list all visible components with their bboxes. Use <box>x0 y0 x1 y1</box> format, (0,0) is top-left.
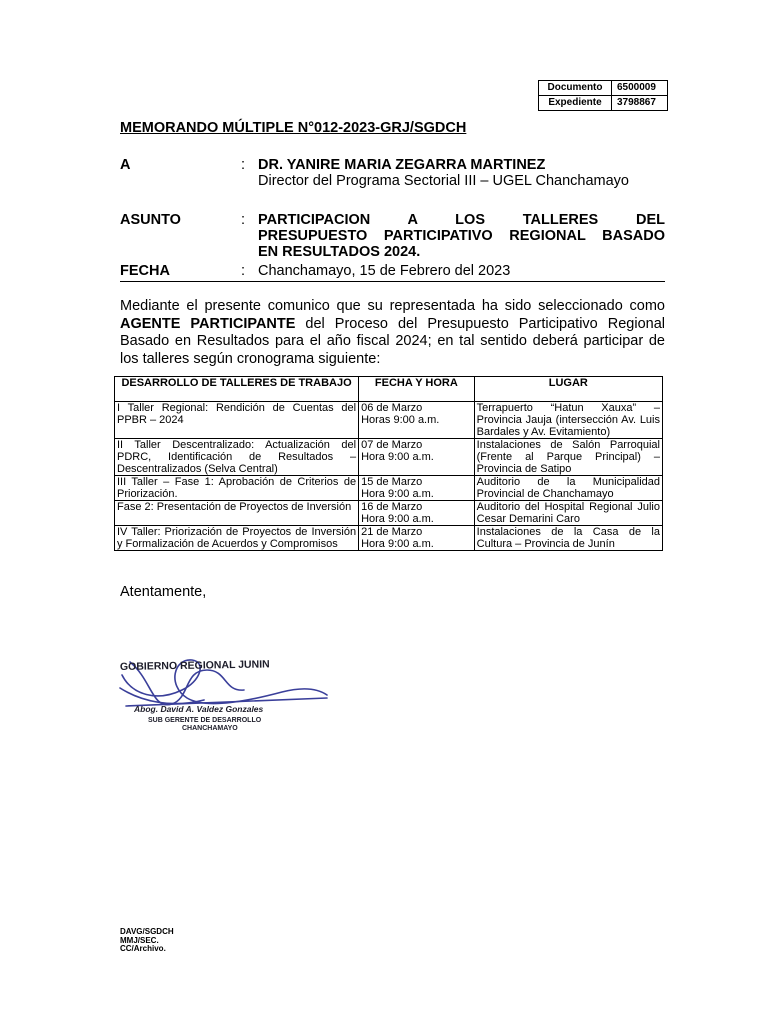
taller-cell: III Taller – Fase 1: Aprobación de Criterios de Priorización. <box>115 476 359 501</box>
fecha-cell <box>359 526 475 551</box>
subject-line: EN RESULTADOS 2024. <box>258 244 421 260</box>
footer-line: MMJ/SEC. <box>120 935 159 945</box>
signature-stamp <box>112 640 337 740</box>
body-rest: del Proceso del Presupuesto Participativo Regional Basado en Resultados para el año fiscal 2024; en tal sentido deberá participar de los talleres según cronograma siguiente: <box>120 315 665 367</box>
fecha-label: FECHA <box>120 263 170 279</box>
lugar-cell: Terrapuerto “Hatun Xauxa” – Provincia Jauja (intersección Av. Luis Bardales y Av. Evitamiento) <box>474 402 662 439</box>
taller-cell: II Taller Descentralizado: Actualización del PDRC, Identificación de Resultados – Descentralizados (Selva Central) <box>115 439 359 476</box>
table-row <box>115 402 663 439</box>
footer-line: CC/Archivo. <box>120 944 166 953</box>
fecha-time: Horas 9:00 a.m. <box>361 414 440 426</box>
expediente-value: 3798867 <box>612 96 668 111</box>
footer-references <box>120 928 174 954</box>
schedule-table <box>114 376 663 551</box>
fecha-cell <box>359 439 475 476</box>
asunto-label: ASUNTO <box>120 212 181 228</box>
subject-line: PARTICIPACION A LOS TALLERES DEL <box>258 212 665 228</box>
date-value: Chanchamayo, 15 de Febrero del 2023 <box>258 263 511 279</box>
recipient-role: Director del Programa Sectorial III – UGEL Chanchamayo <box>258 173 629 189</box>
fecha-time: Hora 9:00 a.m. <box>361 451 434 463</box>
expediente-label: Expediente <box>539 96 612 111</box>
fecha-cell <box>359 476 475 501</box>
table-row <box>115 526 663 551</box>
lugar-cell: Auditorio de la Municipalidad Provincial de Chanchamayo <box>474 476 662 501</box>
table-row <box>115 476 663 501</box>
recipient-name: DR. YANIRE MARIA ZEGARRA MARTINEZ <box>258 157 546 173</box>
fecha-date: 16 de Marzo <box>361 501 423 513</box>
fecha-time: Hora 9:00 a.m. <box>361 513 434 525</box>
fecha-time: Hora 9:00 a.m. <box>361 488 434 500</box>
fecha-date: 07 de Marzo <box>361 439 423 451</box>
footer-line: DAVG/SGDCH <box>120 927 174 936</box>
documento-value: 6500009 <box>612 81 668 96</box>
taller-cell: IV Taller: Priorización de Proyectos de Inversión y Formalización de Acuerdos y Compromisos <box>115 526 359 551</box>
a-colon: : <box>241 157 246 173</box>
table-row <box>115 501 663 526</box>
memo-title: MEMORANDO MÚLTIPLE N°012-2023-GRJ/SGDCH <box>120 120 467 136</box>
fecha-date: 21 de Marzo <box>361 526 423 538</box>
stamp-org: GOBIERNO REGIONAL JUNIN <box>119 658 270 673</box>
closing-text: Atentamente, <box>120 584 207 600</box>
lugar-cell: Instalaciones de la Casa de la Cultura – Provincia de Junín <box>474 526 662 551</box>
fecha-colon: : <box>241 263 246 279</box>
fecha-cell <box>359 402 475 439</box>
fecha-cell <box>359 501 475 526</box>
table-row <box>115 439 663 476</box>
documento-label: Documento <box>539 81 612 96</box>
stamp-place: CHANCHAMAYO <box>182 725 238 732</box>
date-row <box>120 263 665 282</box>
header-talleres: DESARROLLO DE TALLERES DE TRABAJO <box>115 377 359 402</box>
body-paragraph <box>120 298 665 368</box>
body-highlight: AGENTE PARTICIPANTE <box>120 315 296 332</box>
schedule-header-row <box>115 377 663 402</box>
reference-box <box>538 80 668 111</box>
subject-row <box>120 212 665 262</box>
taller-cell: I Taller Regional: Rendición de Cuentas del PPBR – 2024 <box>115 402 359 439</box>
body-intro: Mediante el presente comunico que su representada ha sido seleccionado como <box>120 298 665 314</box>
header-lugar: LUGAR <box>474 377 662 402</box>
recipient-row <box>120 157 665 191</box>
fecha-date: 15 de Marzo <box>361 476 423 488</box>
lugar-cell: Instalaciones de Salón Parroquial (Frente al Parque Principal) – Provincia de Satipo <box>474 439 662 476</box>
subject-text <box>258 212 665 260</box>
lugar-cell: Auditorio del Hospital Regional Julio Cesar Demarini Caro <box>474 501 662 526</box>
fecha-time: Hora 9:00 a.m. <box>361 538 434 550</box>
stamp-title: SUB GERENTE DE DESARROLLO <box>148 717 262 724</box>
fecha-date: 06 de Marzo <box>361 402 423 414</box>
stamp-name: Abog. David A. Valdez Gonzales <box>134 704 264 714</box>
taller-cell: Fase 2: Presentación de Proyectos de Inversión <box>115 501 359 526</box>
recipient-block <box>258 157 665 189</box>
a-label: A <box>120 157 131 173</box>
header-fecha: FECHA Y HORA <box>359 377 475 402</box>
asunto-colon: : <box>241 212 246 228</box>
subject-line: PRESUPUESTO PARTICIPATIVO REGIONAL BASADO <box>258 228 665 244</box>
